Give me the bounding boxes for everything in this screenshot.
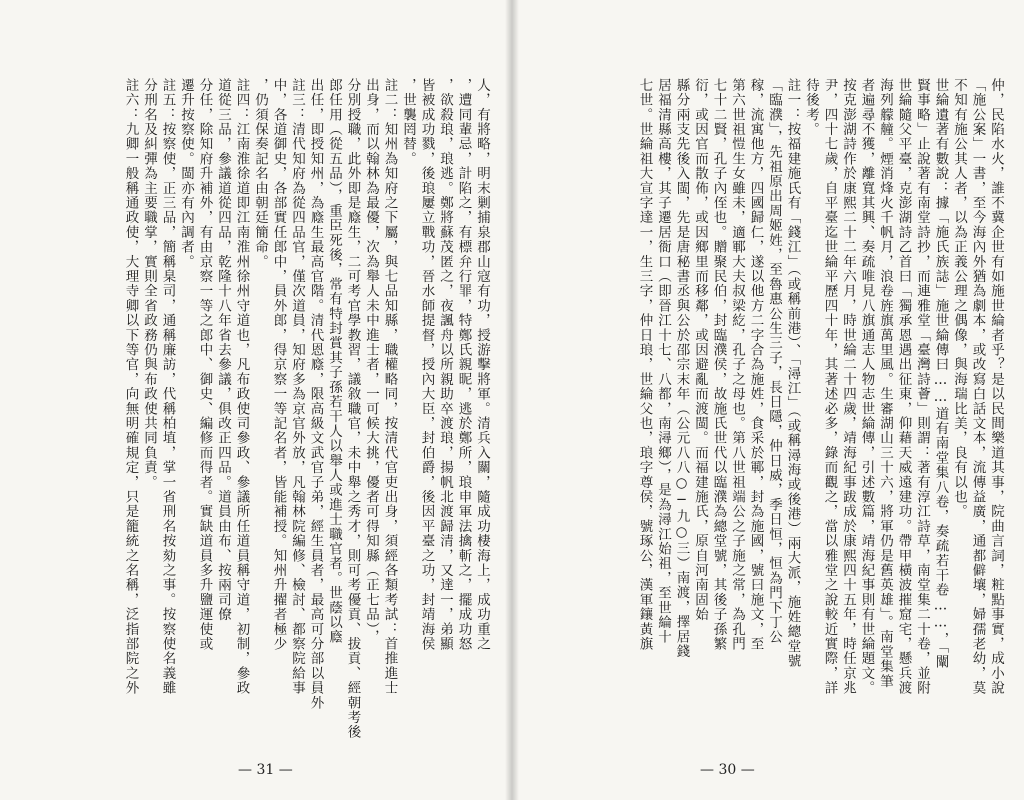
text-column: 皆被成功戮，後琅屢立戰功，晉水師提督，授內大臣，封伯爵，後因平臺之功，封靖海侯 <box>418 78 435 652</box>
text-column: 尹，四十七歲，自平臺迄世綸平歷四十年，其著述必多，錄而觀之，當以雅堂之說較近實際，詳 <box>821 78 838 696</box>
text-column: 世綸遺著有數說：據「施氏族誌」施世綸傳曰……道有南堂集八卷，奏疏若干卷……，「闡 <box>932 78 949 670</box>
text-column: 中，各道御史，各部實任郎中，員外郎，得京察一等記名者，皆能補授。知州升擢者極少 <box>270 78 287 652</box>
text-column: 註二：知州為知府之下屬，與七品知縣，職權略同，按清代官吏出身，須經各類考試：首推進士 <box>381 78 398 696</box>
text-column: 出身，而以翰林為最優，次為舉人未中進士者，一可候大挑，優者可得知縣（正七品）， <box>363 78 379 645</box>
text-column: 註一：按福建施氏有「錢江」（或稱前港）、「潯江」（或稱潯海或後港）兩大派，施姓總堂號 <box>784 78 801 669</box>
text-column: 註六：九卿一般稱通政使，大理寺卿以下等官，向無明確規定，只是籠統之名稱，泛指部院之外 <box>122 78 139 696</box>
text-column: 者遍尋不獲，離寬其興、奏疏唯見八旗通志人物志世綸傳，引述數篇，靖海紀事則有世綸題文。 <box>858 78 875 696</box>
text-column: ，世襲罔替。 <box>400 78 416 167</box>
text-column: 註三：清代知府為從四品官，僅次道員，知府多為京官外放，凡翰林院編修、檢討、都察院給事 <box>289 78 305 696</box>
text-column: 衍，或因官而散佈，或因鄉里而移鄰，或因避亂而渡閩。而福建施氏，原自河南固始 <box>692 78 708 622</box>
text-column: 人，有將略，明末剿捕泉郡山寇有功，授游擊將軍。清兵入關，隨成功棲海上，成功重之 <box>474 78 490 652</box>
text-column: 分任，除知府升補外，有由京察一等之郎中、御史、編修而得者。實缺道員多升鹽運使或 <box>196 78 213 652</box>
text-column: 七十二賢，孔子內侄也。贈聚民伯，封臨濮侯，故施氏世代以臨濮為總堂號，其後子孫繁 <box>710 78 727 652</box>
text-column: 郎任用（從五品），重臣死後，常有特封賞其子孫若干人以舉人或進士職官者。世蔭以廕 <box>326 78 342 645</box>
left-text-block <box>123 78 488 740</box>
text-column: 註四：江南淮徐道即江南淮州徐州守道也，凡布政使司參政、參議所任道員稱守道，初制，參政 <box>233 78 250 696</box>
text-column: ，遭同輩忌，計陷之，有標弁行罪，特鄭氏親昵，逃於鄭所，琅申軍法擒斬之，擺成功怒 <box>455 78 472 652</box>
text-column: 按克澎湖詩作於康熙二十二年六月，時世綸二十四歲，靖海紀事跋成於康熙四十五年，時任京兆 <box>840 78 856 696</box>
page-number: — 30 — <box>700 762 755 778</box>
text-column: 賢事略」止說著有南堂詩抄，而連雅堂「臺灣詩薈」則謂：著有淳江詩草，南堂集二十卷，並附 <box>914 78 930 696</box>
text-column: 「施公案」一書，至今海內外猶為劇本，或改寫白話文本，流傳益廣，通都僻壤，婦孺老幼，莫 <box>969 78 986 696</box>
page-number: — 31 — <box>238 762 293 778</box>
text-column: 遷升按察使。閩亦有內調者。 <box>178 78 194 270</box>
text-column: 註五：按察使，正三品，簡稱臬司，通稱廉訪，代稱柏埴，掌一省刑名按劾之事。按察使名義雖 <box>159 78 176 696</box>
text-column: 出任，即授知州，為廕生最高官階。清代恩廕，限高級文武官子弟，經生員者，最高可分部以員外 <box>307 78 324 711</box>
text-column: ，欲殺琅，琅逃。鄭將蘇茂匿之，夜諷舟以所親助卒渡琅，揚帆北渡歸清，又達一，弟顯 <box>437 78 453 652</box>
text-column: 道從三品，參議道從四品，乾隆十八年省去參議，俱改正四品。道員由布、按兩司僚 <box>215 78 231 622</box>
text-column: 「臨濮」，先祖原出周姬姓，至魯惠公生三子，長日隱，仲日威，季日恒，恒為門下丁公 <box>766 78 782 645</box>
text-column: 仲，民陷水火，誰不冀企世有如施世綸者乎？是以民間樂道其事，院曲言詞，粧點事實，成小說 <box>988 78 1004 696</box>
text-column: 待後考。 <box>803 78 819 137</box>
text-column: 分刑名及糾彈為主要職掌，實則全省政務仍與布政使共同負責。 <box>141 78 157 490</box>
text-column: 稼，流寓他方，四國歸仁，遂以他方二字合為施姓，食采於鄆，封為施國，號曰施文，至 <box>747 78 764 652</box>
book-gutter <box>505 0 519 800</box>
text-column: ，仍須保奏記名由朝廷簡命。 <box>252 78 268 270</box>
right-text-block <box>637 78 1002 695</box>
text-column: 七世。世綸祖大宣字達一，生三字，仲日琅，世綸父也，琅字尊侯，號琢公，漢軍鑲黃旗 <box>636 78 653 652</box>
text-column: 縣分兩支先後入閩，先是唐秘書丞與公於邵宗末年（公元八八○─九○三）南渡，擇居錢 <box>673 78 690 659</box>
text-column: 不知有施公其人者，以為正義公理之偶像，與海瑞比美，良有以也。 <box>951 78 967 519</box>
text-column: 海列艨艟。煙消烽火千帆月，浪卷旌旗萬里風。生審湖山三十六，將軍仍是舊英雄」。南堂集筆 <box>877 78 893 689</box>
right-page <box>512 0 1024 800</box>
text-column: 第六世祖愷生女雖未，適鄆大夫叔梁紇，孔子之母也。第八世祖端公之子施之常，為孔門 <box>729 78 745 652</box>
text-column: 分別授職，此外即是廕生，二可考官學教習，議敘職官，未中舉之秀才，則可考優貢、拔貢、經朝考後 <box>344 78 361 740</box>
text-column: 居福清縣高樓，其子遷居衙口（即晉江十七、八都，南潯鄉），是為潯江始祖，至世綸十 <box>655 78 671 645</box>
text-column: 世綸隨父平臺，克澎湖詩乙首曰「獨承恩遇出征東，仰藉天威遠建功。帶甲橫波摧窟宅，懸兵渡 <box>895 78 912 696</box>
